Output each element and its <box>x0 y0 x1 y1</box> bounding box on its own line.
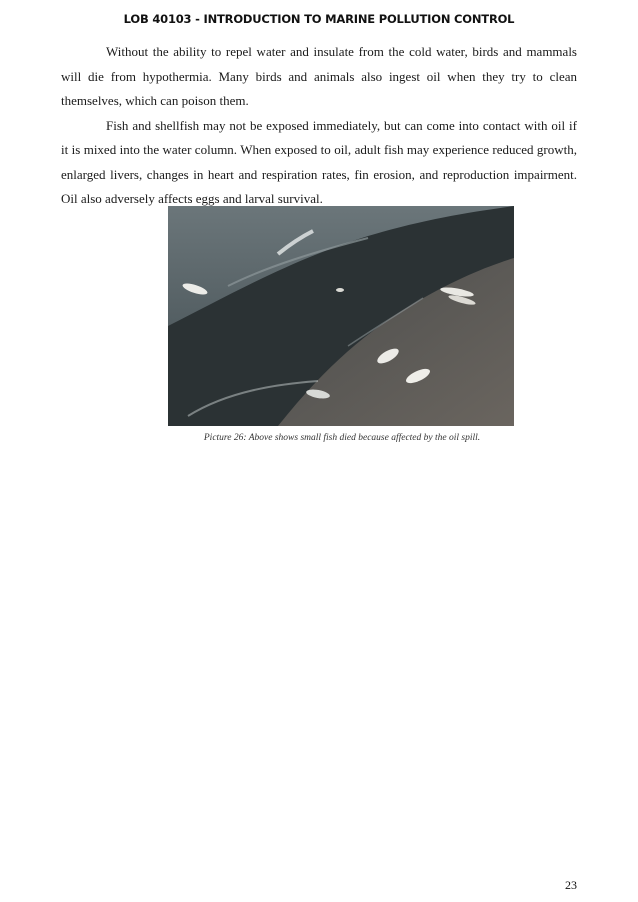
figure-caption: Picture 26: Above shows small fish died because affected by the oil spill. <box>203 433 481 443</box>
document-header: LOB 40103 - INTRODUCTION TO MARINE POLLUTION CONTROL <box>123 12 515 26</box>
paragraph-hypothermia: Without the ability to repel water and insulate from the cold water, birds and mammals will die from hypothermia. Many birds and animals also ingest oil when they try to clean themselves, which can poison them. <box>61 44 577 108</box>
oil-spill-photo <box>168 206 514 426</box>
page-number: 23 <box>565 878 577 892</box>
debris <box>336 288 344 292</box>
body-text <box>61 40 577 212</box>
paragraph-fish-effects: Fish and shellfish may not be exposed immediately, but can come into contact with oil if it is mixed into the water column. When exposed to oil, adult fish may experience reduced growth, enlarged livers, changes in heart and respiration rates, fin erosion, and reproduction impairment. Oil also adversely affects eggs and larval survival. <box>61 117 577 206</box>
dead-fish-shoreline-image <box>168 206 514 426</box>
